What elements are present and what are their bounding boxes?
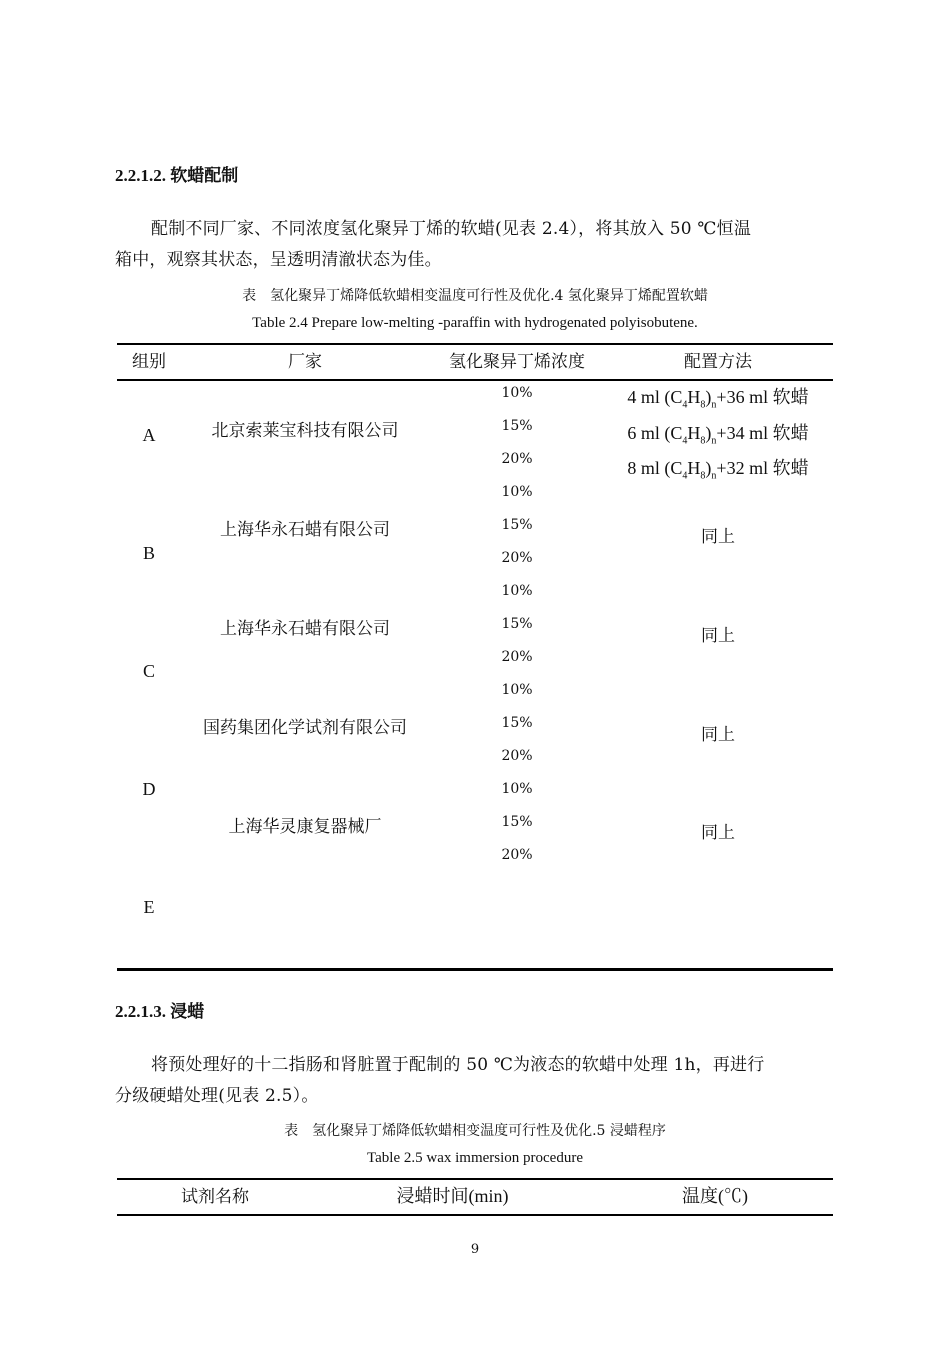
table-2-4-concentration: 20%	[501, 451, 533, 467]
table-2-5-top-rule	[117, 1178, 833, 1180]
table-2-4-method-same: 同上	[701, 527, 735, 547]
table-2-5-caption-cn: 表 氢化聚异丁烯降低软蜡相变温度可行性及优化.5 浸蜡程序	[284, 1123, 666, 1139]
table-2-4-header-manufacturer: 厂家	[288, 352, 322, 372]
table-2-4-concentration: 15%	[501, 616, 533, 632]
section-paragraph-wax-immersion	[115, 1050, 837, 1112]
table-2-4-header-group: 组别	[132, 352, 166, 372]
table-2-4-concentration: 10%	[501, 484, 533, 500]
paragraph-line-2: 箱中，观察其状态，呈透明清澈状态为佳。	[115, 250, 442, 270]
table-2-4-concentration: 10%	[501, 781, 533, 797]
table-2-4-manufacturer: 上海华灵康复器械厂	[228, 817, 382, 837]
paragraph-line-1: 将预处理好的十二指肠和肾脏置于配制的 50 ℃为液态的软蜡中处理 1h，再进行	[151, 1055, 765, 1075]
table-2-5-header-temperature: 温度(℃)	[682, 1186, 748, 1206]
table-2-4-concentration: 15%	[501, 517, 533, 533]
table-2-4-header-method: 配置方法	[684, 352, 752, 372]
table-2-4-method-a1: 4 ml $(C_4H_8)_n+36$ ml 软蜡	[627, 387, 809, 411]
table-2-5-header-rule	[117, 1214, 833, 1216]
table-2-5-header-time: 浸蜡时间(min)	[396, 1186, 509, 1206]
table-2-4-caption-en: Table 2.4 Prepare low-melting -paraffin with hydrogenated polyisobutene.	[252, 315, 698, 331]
table-2-4-method-same: 同上	[701, 626, 735, 646]
page-number: 9	[470, 1242, 480, 1257]
table-2-4-manufacturer: 上海华永石蜡有限公司	[220, 619, 390, 639]
table-2-4-concentration: 10%	[501, 682, 533, 698]
table-2-4-group-d: D	[142, 779, 156, 799]
table-2-4-method-same: 同上	[701, 725, 735, 745]
paragraph-line-2: 分级硬蜡处理(见表 2.5）。	[115, 1086, 319, 1106]
table-2-4-group-b: B	[142, 543, 155, 563]
table-2-4-concentration: 15%	[501, 814, 533, 830]
table-2-4-concentration: 20%	[501, 847, 533, 863]
table-2-4-concentration: 20%	[501, 550, 533, 566]
table-2-4-group-e: E	[143, 897, 155, 917]
table-2-4-concentration: 10%	[501, 583, 533, 599]
table-2-4-method-a2: 6 ml $(C_4H_8)_n+34$ ml 软蜡	[627, 423, 809, 447]
table-2-4-group-c: C	[142, 661, 155, 681]
table-2-4-bottom-rule	[117, 968, 833, 971]
table-2-5-header-reagent: 试剂名称	[181, 1187, 249, 1207]
table-2-4-method-a3: 8 ml $(C_4H_8)_n+32$ ml 软蜡	[627, 458, 809, 482]
section-heading-soft-wax: 2.2.1.2. 软蜡配制	[115, 166, 239, 185]
table-2-4-method-same: 同上	[701, 823, 735, 843]
table-2-5-caption-en: Table 2.5 wax immersion procedure	[367, 1150, 583, 1166]
section-heading-wax-immersion: 2.2.1.3. 浸蜡	[115, 1002, 205, 1021]
table-2-4-concentration: 15%	[501, 715, 533, 731]
table-2-4-concentration: 20%	[501, 748, 533, 764]
table-2-4-manufacturer: 上海华永石蜡有限公司	[220, 520, 390, 540]
table-2-4-top-rule	[117, 343, 833, 345]
table-2-4-concentration: 20%	[501, 649, 533, 665]
table-2-4-manufacturer: 北京索莱宝科技有限公司	[211, 421, 399, 441]
table-2-4-concentration: 10%	[501, 385, 533, 401]
table-2-4-group-a: A	[142, 425, 156, 445]
section-paragraph-soft-wax	[115, 214, 837, 276]
table-2-4-concentration: 15%	[501, 418, 533, 434]
table-2-4-header-concentration: 氢化聚异丁烯浓度	[449, 352, 585, 372]
paragraph-line-1: 配制不同厂家、不同浓度氢化聚异丁烯的软蜡(见表 2.4），将其放入 50 ℃恒温	[151, 219, 752, 239]
table-2-4-manufacturer: 国药集团化学试剂有限公司	[203, 718, 407, 738]
table-2-4-caption-cn: 表 氢化聚异丁烯降低软蜡相变温度可行性及优化.4 氢化聚异丁烯配置软蜡	[242, 288, 708, 304]
table-2-4-header-rule	[117, 379, 833, 381]
